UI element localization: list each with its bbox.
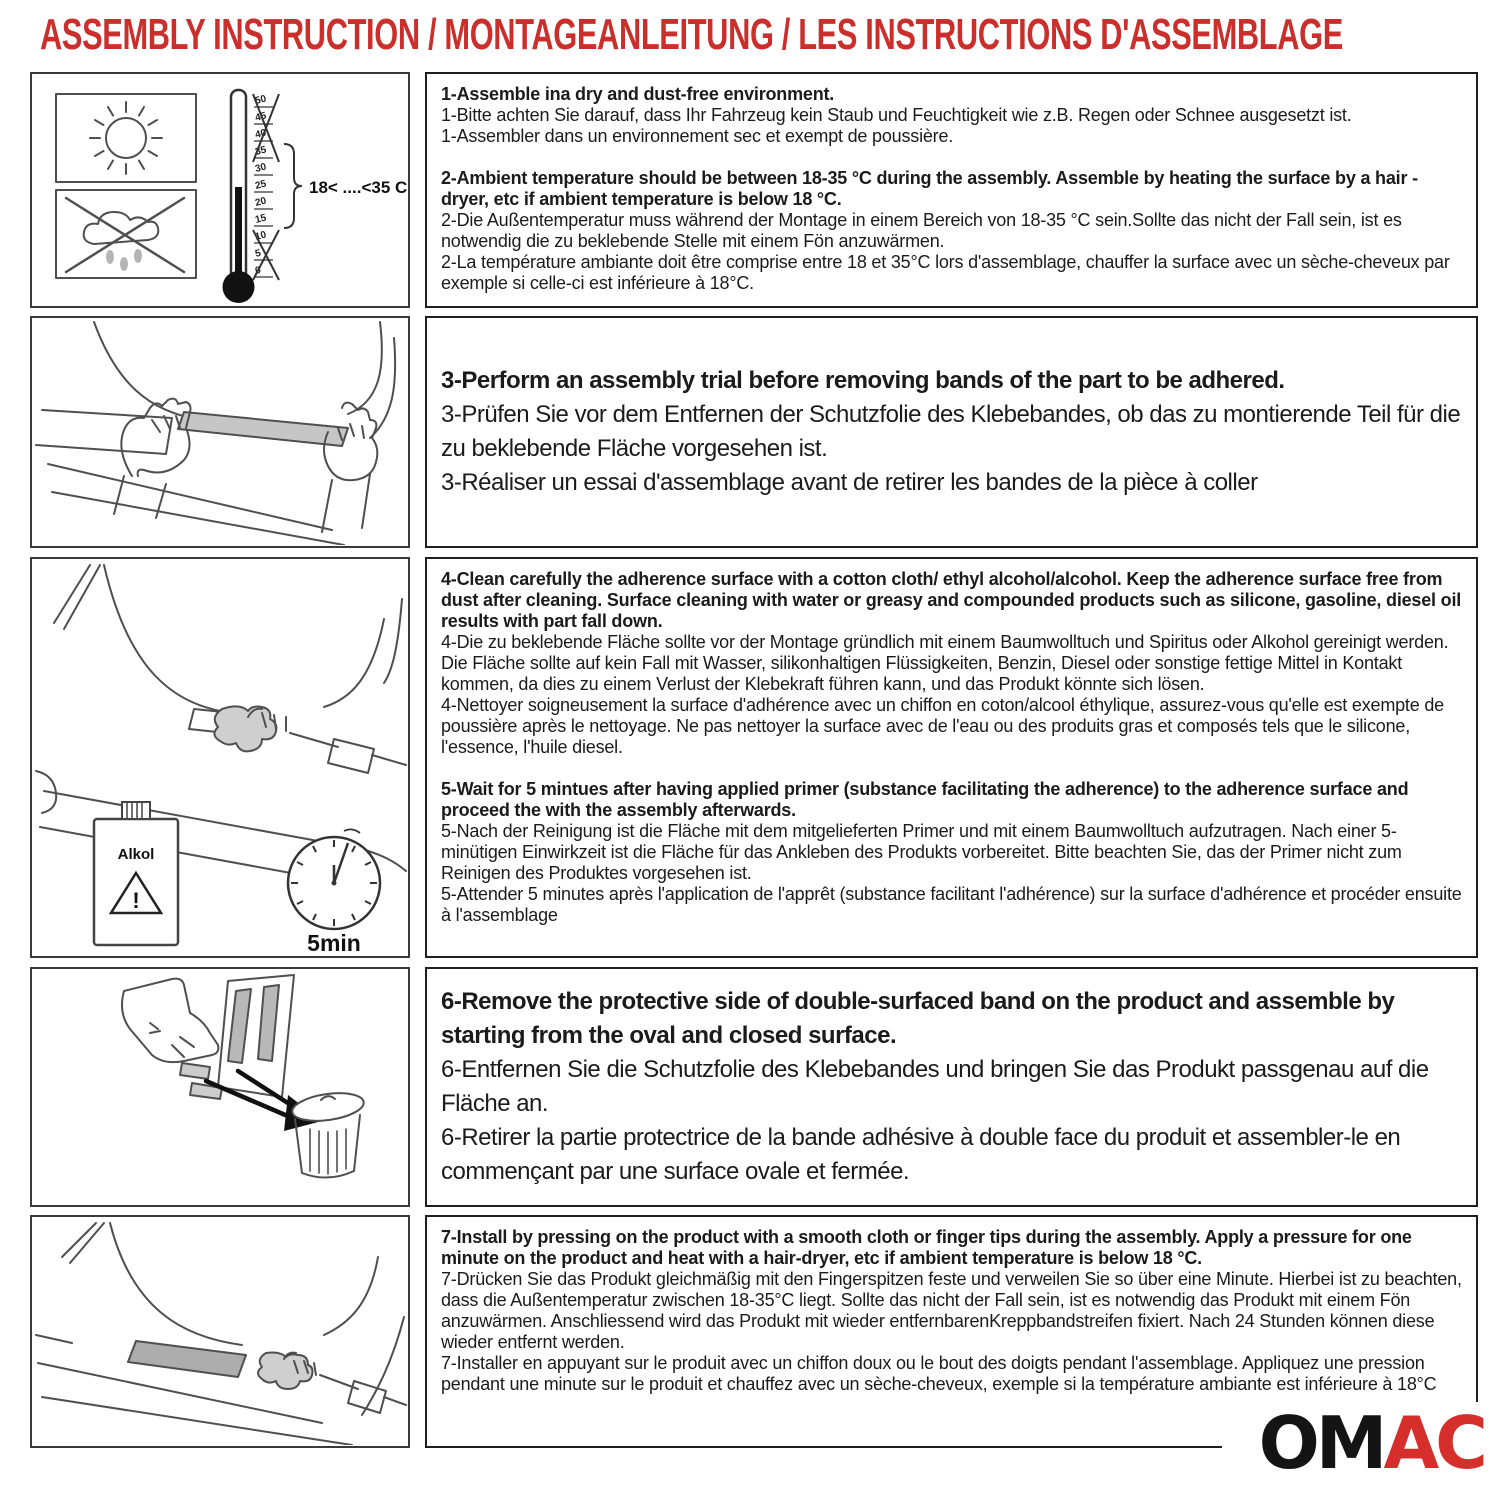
instruction-paragraph: 3-Réaliser un essai d'assemblage avant de retirer les bandes de la pièce à coller	[441, 469, 1258, 496]
therm-tick: 0	[254, 264, 263, 277]
instruction-paragraph: 5-Attender 5 minutes après l'application de l'apprêt (substance facilitant l'adhérence) sur la surface d'adhérence et procéder ensuite à l'assemblage	[441, 884, 1462, 925]
peel-band-drawing	[122, 975, 365, 1178]
instructions-4-5-text	[425, 557, 1478, 958]
instruction-paragraph: 5-Nach der Reinigung ist die Fläche mit dem mitgelieferten Primer und mit einem Baumwolltuch aufzutragen. Nach einer 5-minütigen Einwirkzeit ist die Fläche für das Ankleben des Produkts vorbereitet. Bitte beachten Sie, das der Primer nicht zum Reinigen des Produktes vorgesehen ist.	[441, 821, 1402, 883]
omac-logo	[1222, 1402, 1484, 1484]
illustration-press-product	[30, 1215, 410, 1448]
instruction-paragraph: 6-Remove the protective side of double-surfaced band on the product and assemble by starting from the oval and closed surface.	[441, 988, 1395, 1049]
instruction-paragraph: 1-Bitte achten Sie darauf, dass Ihr Fahrzeug kein Staub und Feuchtigkeit wie z.B. Regen oder Schnee ausgesetzt ist.	[441, 105, 1352, 125]
therm-tick: 10	[254, 229, 268, 243]
therm-tick: 45	[254, 110, 268, 124]
instruction-paragraph: 6-Retirer la partie protectrice de la bande adhésive à double face du produit et assembler-le en commençant par une surface ovale et fermée.	[441, 1124, 1401, 1185]
illustration-assembly-trial	[30, 316, 410, 548]
door-sill-trial-drawing	[36, 322, 395, 545]
therm-tick: 20	[254, 195, 268, 209]
illustration-clean-surface	[30, 557, 410, 958]
instruction-paragraph: 3-Prüfen Sie vor dem Entfernen der Schutzfolie des Klebebandes, ob das zu montierende Teil für die zu beklebende Fläche vorgesehen ist.	[441, 401, 1461, 462]
clock-duration-label: 5min	[307, 930, 361, 955]
instruction-paragraph: 5-Wait for 5 mintues after having applied primer (substance facilitating the adherence) to the adherence surface and proceed the with the assembly afterwards.	[441, 779, 1409, 820]
instruction-paragraph: 7-Drücken Sie das Produkt gleichmäßig mit den Fingerspitzen feste und verweilen Sie so über eine Minute. Hierbei ist zu beachten, dass die Außentemperatur zwischen 18-35°C liegt. Sollte das nicht der Fall sein, ist es notwendig das Produkt mit einem Fön anzuwärmen. Anschliessend wird das Produkt mit wieder entfernbarenKreppbandstreifen fixiert. Nach 24 Stunden können diese wieder entfernt werden.	[441, 1269, 1462, 1352]
instructions-1-2-text	[425, 72, 1478, 308]
clock-icon	[288, 829, 380, 955]
instruction-paragraph: 2-Ambient temperature should be between 18-35 °C during the assembly. Assemble by heating the surface by a hair -dryer, etc if ambient temperature is below 18 °C.	[441, 168, 1418, 209]
temperature-range-label: 18< ....<35 C	[309, 178, 407, 197]
instruction-paragraph: 2-Die Außentemperatur muss während der Montage in einem Bereich von 18-35 °C sein.Sollte das nicht der Fall sein, ist es notwendig die zu beklebende Stelle mit einem Fön anzuwärmen.	[441, 210, 1402, 251]
instruction-paragraph: 3-Perform an assembly trial before removing bands of the part to be adhered.	[441, 367, 1285, 394]
instruction-paragraph: 7-Install by pressing on the product with a smooth cloth or finger tips during the assembly. Apply a pressure for one minute on the product and heat with a hair-dryer, etc if ambient temperature is below 18 °C.	[441, 1227, 1412, 1268]
instruction-paragraph: 7-Installer en appuyant sur le produit avec un chiffon doux ou le bout des doigts pendant l'assemblage. Appliquez une pression pendant une minute sur le produit et chauffez avec un sèche-cheveux, exemple si la température ambiante est inférieure à 18°C	[441, 1353, 1437, 1394]
thermometer-icon	[223, 90, 408, 303]
illustration-remove-band	[30, 967, 410, 1207]
instruction-paragraph: 1-Assemble ina dry and dust-free environment.	[441, 84, 835, 104]
instruction-paragraph: 4-Die zu beklebende Fläche sollte vor der Montage gründlich mit einem Baumwolltuch und Spiritus oder Alkohol gereinigt werden. Die Fläche sollte auf kein Fall mit Wasser, silikonhaltigen Flüssigkeiten, Benzin, Diesel oder sonstige fettige Mittel in Kontakt kommen, da dies zu einem Verlust der Klebekraft führen kann, und das Produkt könnte sich lösen.	[441, 632, 1449, 694]
therm-tick: 35	[254, 144, 268, 158]
therm-tick: 25	[254, 178, 268, 192]
omac-logo-black-letters: OM	[1258, 1401, 1384, 1485]
omac-logo-red-letters: AC	[1383, 1401, 1484, 1485]
no-rain-icon	[56, 190, 196, 278]
bottle-label: Alkol	[117, 846, 155, 863]
press-product-drawing	[36, 1223, 406, 1445]
alcohol-bottle-icon	[94, 802, 178, 945]
range-brace	[284, 144, 302, 228]
therm-tick: 40	[254, 127, 268, 141]
instruction-paragraph: 1-Assembler dans un environnement sec et exempt de poussière.	[441, 126, 954, 146]
warning-exclamation: !	[132, 888, 140, 913]
therm-tick: 30	[254, 161, 268, 175]
therm-tick: 5	[254, 247, 263, 260]
sun-icon	[56, 94, 196, 182]
illustration-environment-temperature	[30, 72, 410, 308]
page-title: ASSEMBLY INSTRUCTION / MONTAGEANLEITUNG / LES INSTRUCTIONS D'ASSEMBLAGE	[40, 10, 1343, 59]
instruction-6-text	[425, 967, 1478, 1207]
therm-tick: 50	[254, 93, 268, 107]
instruction-paragraph: 4-Clean carefully the adherence surface with a cotton cloth/ ethyl alcohol/alcohol. Keep the adherence surface free from dust after cleaning. Surface cleaning with water or greasy and compounded products such as silicone, gasoline, diesel oil results with part fall down.	[441, 569, 1462, 631]
therm-tick: 15	[254, 212, 268, 226]
instruction-paragraph: 2-La température ambiante doit être comprise entre 18 et 35°C lors d'assemblage, chauffer la surface avec un sèche-cheveux par exemple si celle-ci est inférieure à 18°C.	[441, 252, 1450, 293]
instruction-paragraph: 6-Entfernen Sie die Schutzfolie des Klebebandes und bringen Sie das Produkt passgenau auf die Fläche an.	[441, 1056, 1429, 1117]
instruction-3-text	[425, 316, 1478, 548]
instruction-paragraph: 4-Nettoyer soigneusement la surface d'adhérence avec un chiffon en coton/alcool éthylique, assurez-vous qu'elle est exempte de poussière après le nettoyage. Ne pas nettoyer la surface avec de l'eau ou des produits gras et composés tels que le silicone, l'essence, l'huile diesel.	[441, 695, 1444, 757]
